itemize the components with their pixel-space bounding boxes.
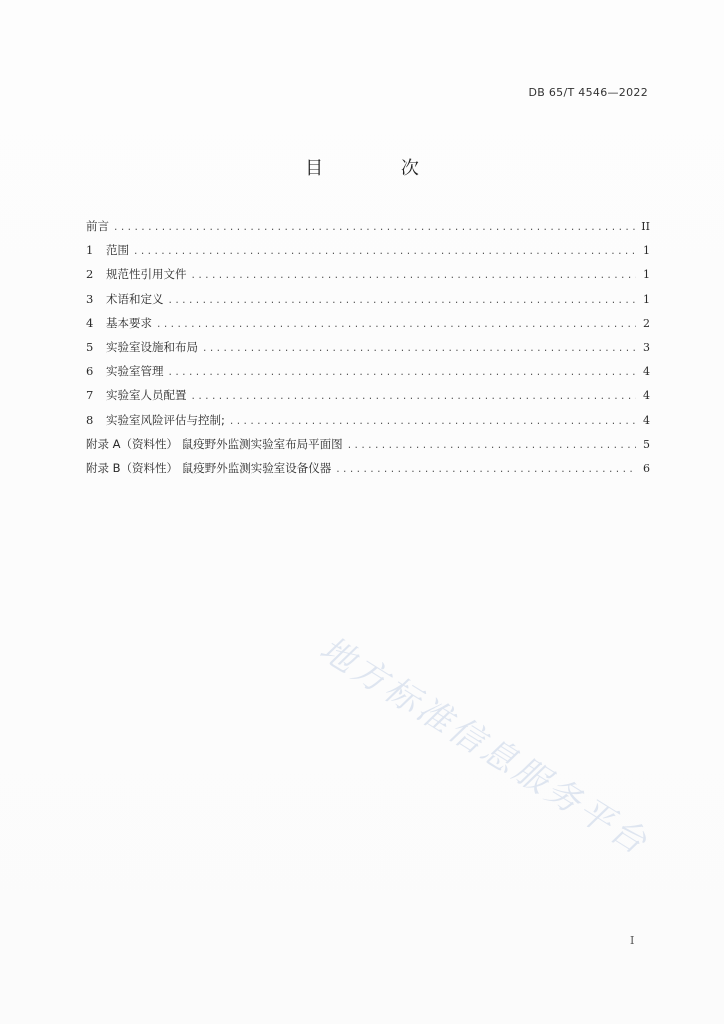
toc-entry-page: II — [641, 220, 650, 233]
toc-entry-page: 1 — [643, 268, 650, 282]
toc-entry-number: 5 — [86, 339, 94, 354]
standard-code: DB 65/T 4546—2022 — [528, 86, 648, 99]
watermark: 地方标准信息服务平台 — [312, 628, 657, 865]
toc-entry-3[interactable] — [86, 291, 650, 315]
toc-entry-page: 4 — [643, 413, 650, 427]
toc-leader-dots — [191, 271, 637, 281]
toc-entry-label: 实验室风险评估与控制; — [106, 412, 225, 427]
toc-entry-number: 7 — [86, 388, 94, 403]
toc-leader-dots — [191, 392, 637, 402]
toc-leader-dots — [168, 296, 637, 306]
toc-entry-label: 实验室管理 — [106, 364, 164, 379]
toc-entry-8[interactable] — [86, 412, 650, 436]
toc-entry-1[interactable] — [86, 242, 650, 266]
page-title: 目 次 — [305, 158, 455, 179]
toc-leader-dots — [168, 368, 637, 378]
toc-entry-appendix-b[interactable] — [86, 460, 650, 484]
toc-entry-page: 3 — [643, 340, 650, 354]
toc-entry-number: 8 — [86, 412, 94, 427]
toc-leader-dots — [335, 465, 636, 475]
toc-entry-number: 4 — [86, 315, 94, 330]
toc-leader-dots — [133, 247, 636, 257]
toc-entry-label: 范围 — [106, 243, 129, 258]
toc-entry-label: 附录 B（资料性） 鼠疫野外监测实验室设备仪器 — [86, 460, 332, 475]
toc-leader-dots — [156, 320, 636, 330]
toc-entry-label: 术语和定义 — [106, 291, 164, 306]
toc-entry-page: 4 — [643, 389, 650, 403]
toc-entry-page: 6 — [643, 461, 650, 475]
toc-entry-page: 1 — [643, 244, 650, 258]
toc-entry-7[interactable] — [86, 387, 650, 411]
toc-leader-dots — [202, 344, 636, 354]
toc-leader-dots — [113, 223, 636, 233]
toc-entry-page: 5 — [643, 437, 650, 451]
toc-entry-label: 实验室设施和布局 — [106, 339, 198, 354]
toc-entry-4[interactable] — [86, 315, 650, 339]
toc-entry-number: 3 — [86, 291, 94, 306]
toc-entry-number: 6 — [86, 364, 94, 379]
toc-entry-5[interactable] — [86, 339, 650, 363]
toc-entry-label: 实验室人员配置 — [106, 388, 187, 403]
toc-entry-page: 2 — [643, 316, 650, 330]
toc-entry-appendix-a[interactable] — [86, 436, 650, 460]
toc-entry-label: 规范性引用文件 — [106, 267, 187, 282]
toc-entry-page: 4 — [643, 365, 650, 379]
toc-leader-dots — [347, 441, 636, 451]
toc-entry-page: 1 — [643, 292, 650, 306]
toc-leader-dots — [229, 417, 636, 427]
toc-entry-label: 基本要求 — [106, 315, 152, 330]
toc-entry-number: 1 — [86, 243, 94, 258]
page-number: I — [630, 934, 635, 947]
toc-entry-number: 2 — [86, 267, 94, 282]
table-of-contents — [86, 218, 650, 484]
toc-entry-label: 前言 — [86, 219, 109, 233]
toc-entry-2[interactable] — [86, 266, 650, 290]
toc-entry-6[interactable] — [86, 363, 650, 387]
toc-entry-label: 附录 A（资料性） 鼠疫野外监测实验室布局平面图 — [86, 436, 343, 451]
toc-entry-foreword[interactable] — [86, 218, 650, 242]
